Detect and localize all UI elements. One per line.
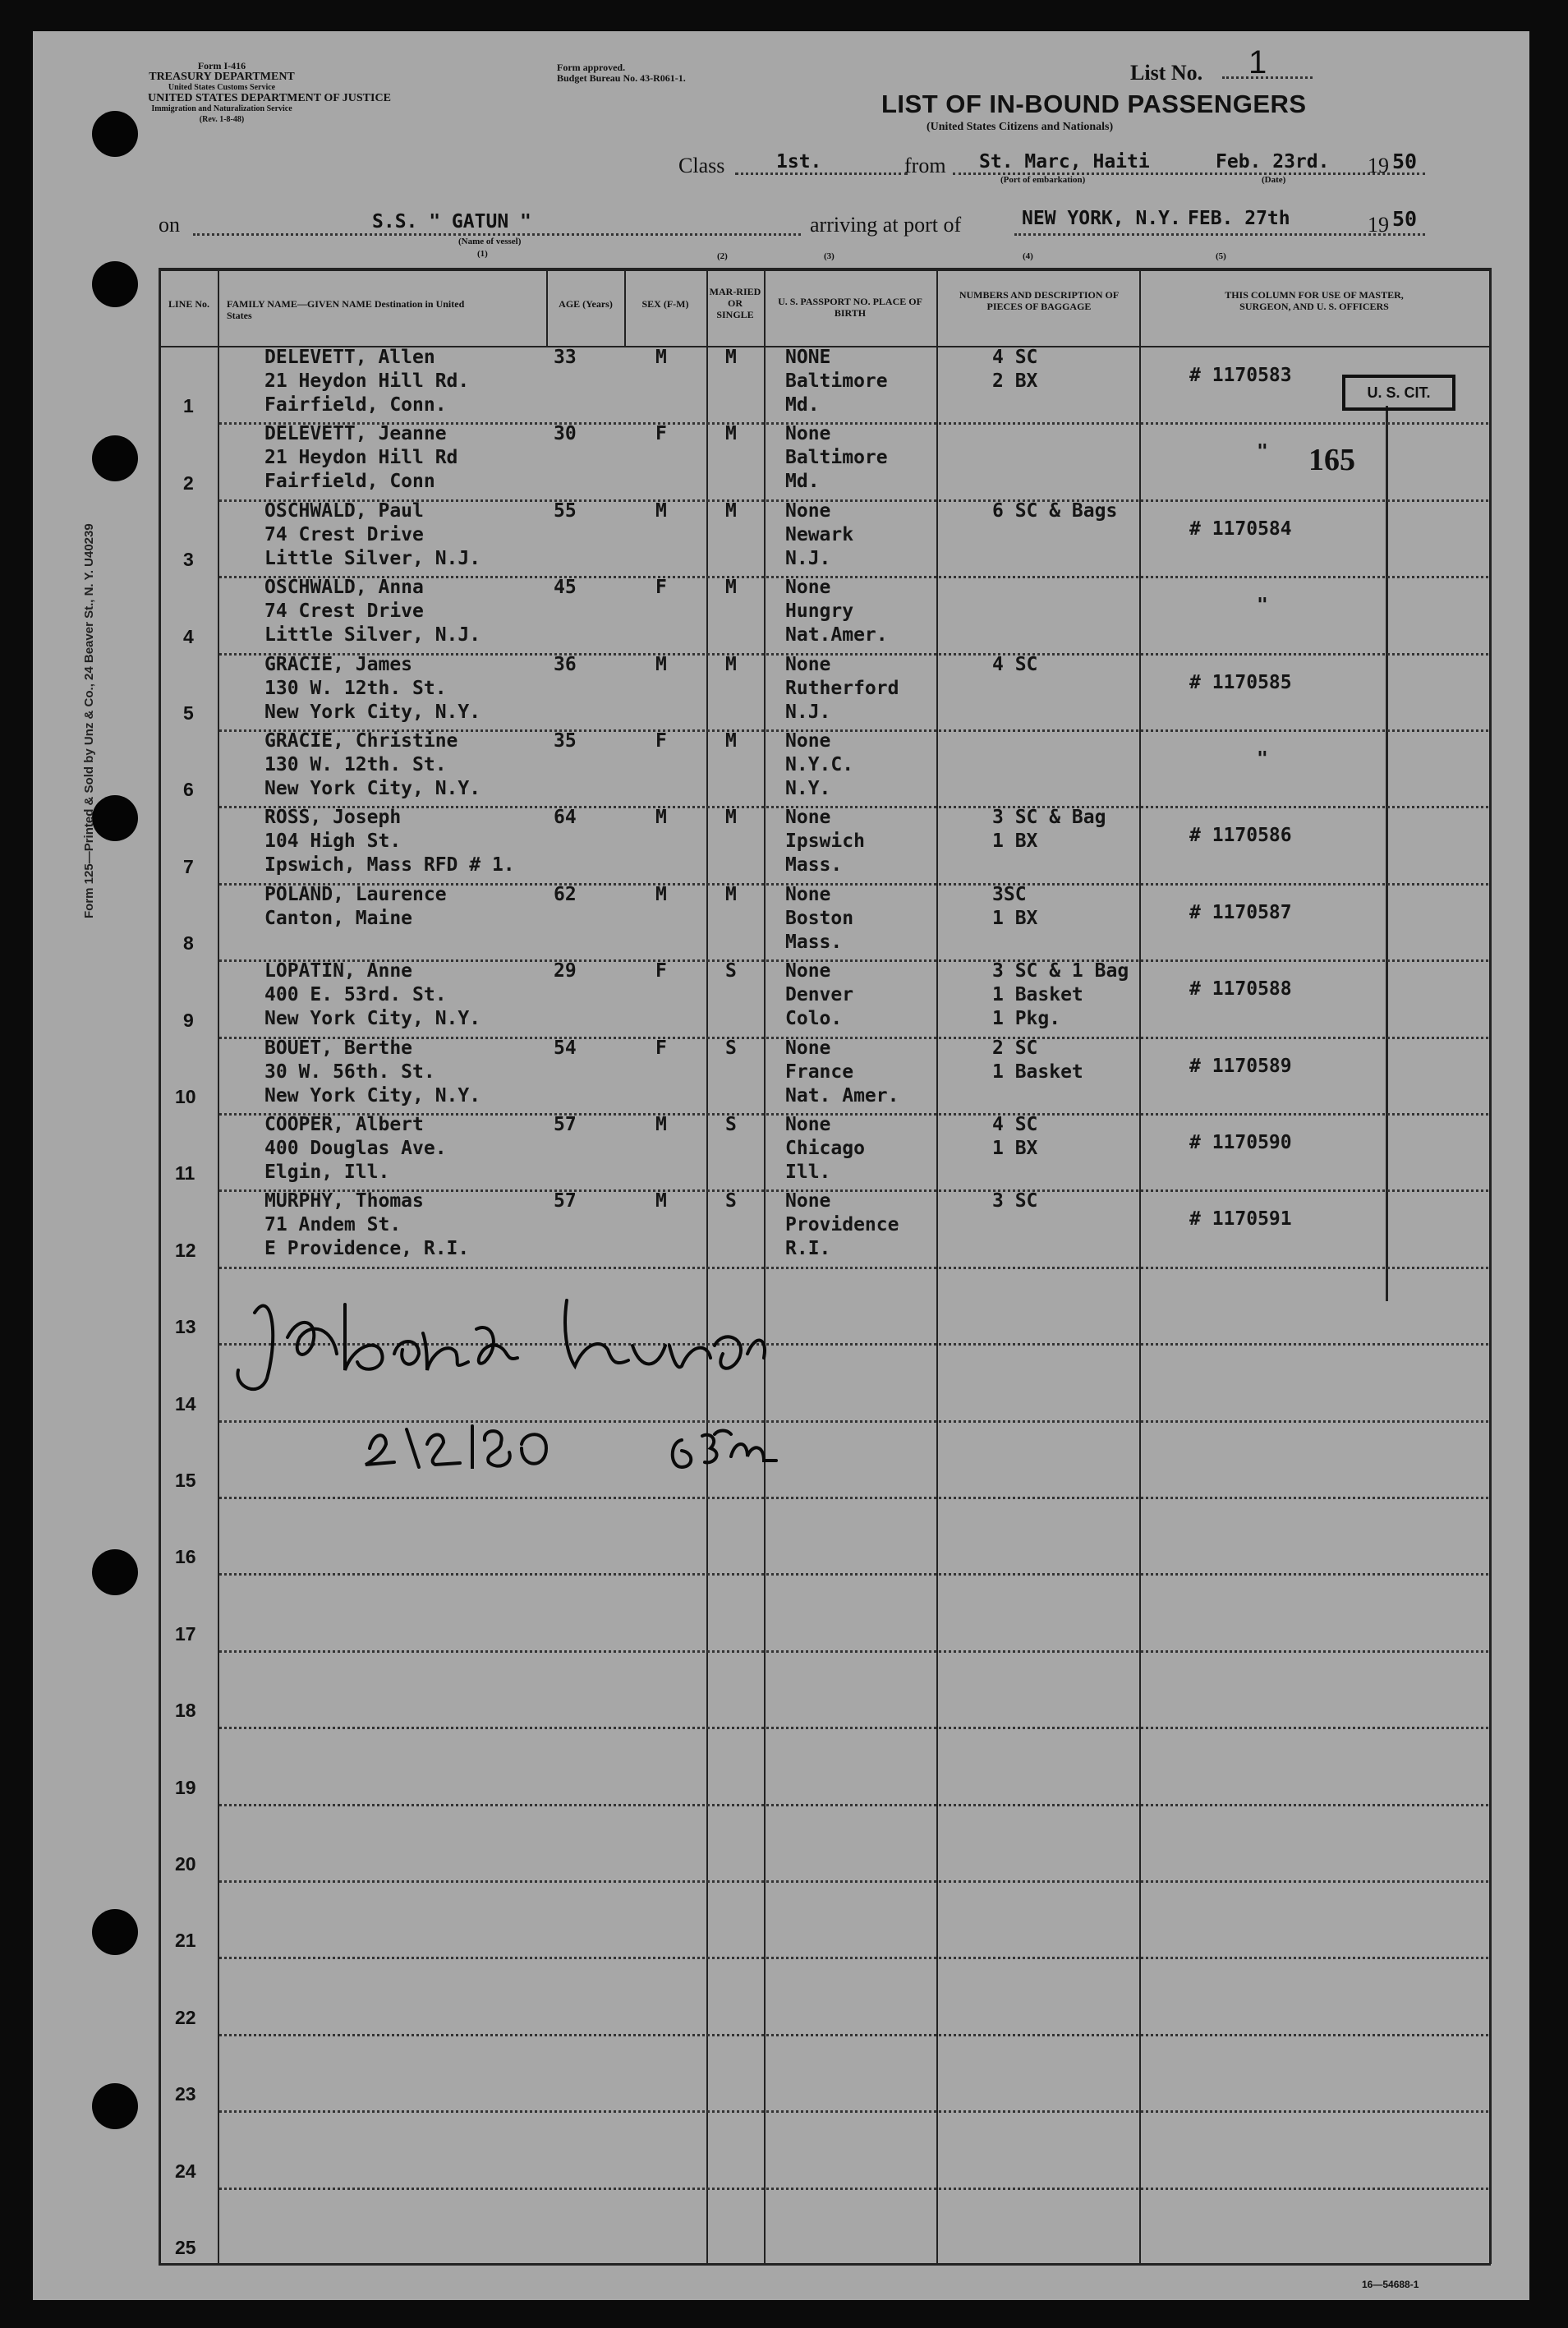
passenger-officer-note: # 1170583 xyxy=(1189,365,1292,386)
passenger-baggage: 4 SC xyxy=(992,654,1038,675)
passenger-baggage: 4 SC xyxy=(992,1114,1038,1135)
col-num-4: (4) xyxy=(1023,251,1033,261)
line-number: 7 xyxy=(183,856,194,877)
passenger-baggage: 3 SC & 1 Bag xyxy=(992,960,1129,982)
passenger-age: 62 xyxy=(554,884,577,905)
passenger-passport: None xyxy=(785,1190,831,1212)
bleed-through-text xyxy=(246,1600,1478,1638)
passenger-marital-status: M xyxy=(725,577,737,598)
passenger-officer-note: # 1170585 xyxy=(1189,672,1292,693)
punch-hole xyxy=(92,1549,138,1595)
passenger-birthplace: Ipswich xyxy=(785,830,865,852)
punch-hole xyxy=(92,111,138,157)
passenger-officer-note: # 1170584 xyxy=(1189,518,1292,540)
passenger-passport: None xyxy=(785,654,831,675)
line-number: 19 xyxy=(175,1777,196,1798)
passenger-name: DELEVETT, Jeanne xyxy=(264,423,447,444)
vessel-col-num: (1) xyxy=(477,249,488,259)
passenger-birthplace: France xyxy=(785,1061,854,1083)
row-divider xyxy=(219,2110,1488,2113)
from-label: from xyxy=(904,154,946,177)
passenger-birthplace-line2: Nat. Amer. xyxy=(785,1085,899,1106)
treasury-dept: TREASURY DEPARTMENT xyxy=(149,71,295,83)
justice-dept: UNITED STATES DEPARTMENT OF JUSTICE xyxy=(148,92,391,104)
col-header-passport: U. S. PASSPORT NO. PLACE OF BIRTH xyxy=(778,296,922,319)
line-number: 14 xyxy=(175,1393,196,1415)
passenger-name: GRACIE, Christine xyxy=(264,730,458,752)
passenger-passport: None xyxy=(785,577,831,598)
page-title: LIST OF IN-BOUND PASSENGERS xyxy=(881,90,1307,118)
line-number: 22 xyxy=(175,2007,196,2028)
side-imprint: Form 125—Printed & Sold by Unz & Co., 24 Beaver St., N. Y. U40239 xyxy=(82,523,96,918)
on-label: on xyxy=(159,213,180,237)
passenger-address-line1: 130 W. 12th. St. xyxy=(264,678,447,699)
passenger-name: GRACIE, James xyxy=(264,654,413,675)
line-number: 10 xyxy=(175,1086,196,1107)
passenger-officer-note: # 1170590 xyxy=(1189,1132,1292,1153)
line-number: 15 xyxy=(175,1470,196,1491)
passenger-address-line2: Fairfield, Conn. xyxy=(264,394,447,416)
class-label: Class xyxy=(678,154,725,177)
passenger-age: 45 xyxy=(554,577,577,598)
form-approved: Form approved. xyxy=(557,62,626,73)
passenger-age: 36 xyxy=(554,654,577,675)
line-number: 16 xyxy=(175,1546,196,1567)
row-divider xyxy=(219,1573,1488,1576)
line-number: 23 xyxy=(175,2083,196,2105)
list-no-label: List No. xyxy=(1130,61,1203,85)
passenger-address-line2: New York City, N.Y. xyxy=(264,1085,481,1106)
line-number: 24 xyxy=(175,2160,196,2182)
passenger-officer-note: # 1170588 xyxy=(1189,978,1292,1000)
passenger-address-line1: 400 Douglas Ave. xyxy=(264,1138,447,1159)
passenger-birthplace-line2: Nat.Amer. xyxy=(785,624,888,646)
passenger-marital-status: M xyxy=(725,730,737,752)
form-number: Form I-416 xyxy=(197,60,246,71)
class-value: 1st. xyxy=(776,151,822,173)
passenger-address-line2: Fairfield, Conn xyxy=(264,471,435,492)
row-divider xyxy=(219,806,1488,808)
passenger-officer-note: # 1170587 xyxy=(1189,902,1292,923)
passenger-passport: None xyxy=(785,1114,831,1135)
passenger-name: POLAND, Laurence xyxy=(264,884,447,905)
passenger-officer-note: " xyxy=(1257,748,1268,770)
passenger-age: 55 xyxy=(554,500,577,522)
line-number: 9 xyxy=(183,1010,194,1031)
port-of-embarkation: St. Marc, Haiti xyxy=(979,151,1150,173)
passenger-address-line1: Canton, Maine xyxy=(264,908,413,929)
line-number: 1 xyxy=(183,395,194,416)
line-number: 20 xyxy=(175,1853,196,1875)
passenger-birthplace-line2: Mass. xyxy=(785,854,843,876)
col-num-2: (2) xyxy=(717,251,728,261)
passenger-baggage-line2: 1 Basket xyxy=(992,984,1083,1005)
passenger-address-line2: Ipswich, Mass RFD # 1. xyxy=(264,854,515,876)
passenger-sex: F xyxy=(655,1037,667,1059)
arrival-port: NEW YORK, N.Y. xyxy=(1022,208,1181,229)
passenger-address-line2: New York City, N.Y. xyxy=(264,702,481,723)
customs-service: United States Customs Service xyxy=(168,83,276,92)
col-header-married: MAR-RIED OR SINGLE xyxy=(709,286,761,320)
passenger-baggage: 3 SC xyxy=(992,1190,1038,1212)
passenger-birthplace-line2: Ill. xyxy=(785,1162,831,1183)
passenger-marital-status: M xyxy=(725,807,737,828)
passenger-birthplace: Chicago xyxy=(785,1138,865,1159)
passenger-marital-status: S xyxy=(725,960,737,982)
passenger-name: LOPATIN, Anne xyxy=(264,960,413,982)
passenger-address-line1: 74 Crest Drive xyxy=(264,524,424,545)
manifest-page xyxy=(33,31,1529,2300)
passenger-address-line1: 71 Andem St. xyxy=(264,1214,402,1235)
passenger-baggage-line2: 1 BX xyxy=(992,908,1038,929)
passenger-address-line1: 30 W. 56th. St. xyxy=(264,1061,435,1083)
passenger-address-line1: 400 E. 53rd. St. xyxy=(264,984,447,1005)
handwritten-signature xyxy=(222,1255,961,1469)
line-number: 18 xyxy=(175,1700,196,1721)
row-divider xyxy=(219,2034,1488,2036)
passenger-address-line1: 104 High St. xyxy=(264,830,402,852)
passenger-address-line1: 130 W. 12th. St. xyxy=(264,754,447,775)
col-num-3: (3) xyxy=(824,251,835,261)
budget-bureau: Budget Bureau No. 43-R061-1. xyxy=(557,72,686,84)
passenger-sex: M xyxy=(655,654,667,675)
passenger-name: OSCHWALD, Anna xyxy=(264,577,424,598)
year-value: 50 xyxy=(1392,150,1418,173)
line-number: 21 xyxy=(175,1930,196,1951)
date-caption: (Date) xyxy=(1262,175,1286,185)
passenger-birthplace-line2: R.I. xyxy=(785,1238,831,1259)
passenger-baggage-line2: 1 BX xyxy=(992,1138,1038,1159)
passenger-name: ROSS, Joseph xyxy=(264,807,402,828)
passenger-age: 57 xyxy=(554,1190,577,1212)
punch-hole xyxy=(92,435,138,481)
passenger-name: DELEVETT, Allen xyxy=(264,347,435,368)
passenger-sex: M xyxy=(655,1114,667,1135)
passenger-baggage: 2 SC xyxy=(992,1037,1038,1059)
line-number: 17 xyxy=(175,1623,196,1645)
row-divider xyxy=(219,1727,1488,1729)
year-prefix-2: 19 xyxy=(1368,213,1389,237)
passenger-baggage-line2: 2 BX xyxy=(992,370,1038,392)
passenger-marital-status: M xyxy=(725,884,737,905)
passenger-baggage: 3SC xyxy=(992,884,1027,905)
passenger-baggage: 3 SC & Bag xyxy=(992,807,1106,828)
passenger-sex: F xyxy=(655,730,667,752)
passenger-birthplace-line2: Md. xyxy=(785,394,820,416)
passenger-birthplace-line2: N.Y. xyxy=(785,778,831,799)
passenger-officer-note: # 1170591 xyxy=(1189,1208,1292,1230)
passenger-birthplace: N.Y.C. xyxy=(785,754,854,775)
passenger-address-line2: New York City, N.Y. xyxy=(264,778,481,799)
passenger-sex: M xyxy=(655,347,667,368)
passenger-birthplace-line2: N.J. xyxy=(785,548,831,569)
port-caption: (Port of embarkation) xyxy=(1000,175,1086,185)
passenger-name: COOPER, Albert xyxy=(264,1114,424,1135)
revision: (Rev. 1-8-48) xyxy=(199,115,245,124)
passenger-address-line1: 21 Heydon Hill Rd. xyxy=(264,370,470,392)
passenger-baggage-line2: 1 Basket xyxy=(992,1061,1083,1083)
passenger-passport: None xyxy=(785,960,831,982)
passenger-marital-status: M xyxy=(725,654,737,675)
line-number: 11 xyxy=(175,1162,195,1184)
line-number: 12 xyxy=(175,1240,196,1261)
row-divider xyxy=(219,1497,1488,1499)
passenger-birthplace: Newark xyxy=(785,524,854,545)
passenger-name: MURPHY, Thomas xyxy=(264,1190,424,1212)
passenger-birthplace-line2: N.J. xyxy=(785,702,831,723)
passenger-marital-status: M xyxy=(725,347,737,368)
passenger-sex: M xyxy=(655,807,667,828)
passenger-sex: M xyxy=(655,884,667,905)
passenger-address-line1: 21 Heydon Hill Rd xyxy=(264,447,458,468)
line-number: 8 xyxy=(183,932,194,954)
row-divider xyxy=(219,1957,1488,1959)
passenger-age: 64 xyxy=(554,807,577,828)
punch-hole xyxy=(92,795,138,841)
arrival-date: FEB. 27th xyxy=(1188,208,1290,229)
punch-hole xyxy=(92,1909,138,1955)
passenger-passport: None xyxy=(785,423,831,444)
ins-service: Immigration and Naturalization Service xyxy=(151,104,292,113)
col-header-sex: SEX (F-M) xyxy=(641,298,689,310)
row-divider xyxy=(219,2188,1488,2190)
passenger-birthplace: Providence xyxy=(785,1214,899,1235)
passenger-age: 54 xyxy=(554,1037,577,1059)
form-agency-block xyxy=(148,60,391,125)
passenger-passport: None xyxy=(785,884,831,905)
line-number: 2 xyxy=(183,472,194,494)
arrival-year: 50 xyxy=(1392,207,1418,231)
approval-block xyxy=(557,62,686,84)
passenger-passport: None xyxy=(785,1037,831,1059)
passenger-officer-note: " xyxy=(1257,441,1268,462)
vessel-name: S.S. " GATUN " xyxy=(372,211,531,232)
row-divider xyxy=(219,1880,1488,1883)
passenger-passport: NONE xyxy=(785,347,831,368)
line-number: 6 xyxy=(183,779,194,800)
passenger-marital-status: S xyxy=(725,1114,737,1135)
list-no-value: 1 xyxy=(1248,44,1267,81)
passenger-address-line2: E Providence, R.I. xyxy=(264,1238,470,1259)
passenger-birthplace: Boston xyxy=(785,908,854,929)
passenger-birthplace-line2: Mass. xyxy=(785,932,843,953)
passenger-address-line2: Little Silver, N.J. xyxy=(264,624,481,646)
punch-hole xyxy=(92,261,138,307)
col-header-age: AGE (Years) xyxy=(559,298,613,310)
passenger-address-line2: Elgin, Ill. xyxy=(264,1162,390,1183)
passenger-birthplace: Baltimore xyxy=(785,447,888,468)
passenger-birthplace-line2: Colo. xyxy=(785,1008,843,1029)
passenger-passport: None xyxy=(785,730,831,752)
col-header-baggage: NUMBERS AND DESCRIPTION OF PIECES OF BAGGAGE xyxy=(959,289,1120,312)
passenger-birthplace: Denver xyxy=(785,984,854,1005)
passenger-birthplace: Rutherford xyxy=(785,678,899,699)
passenger-address-line2: New York City, N.Y. xyxy=(264,1008,481,1029)
passenger-passport: None xyxy=(785,500,831,522)
col-header-line: LINE No. xyxy=(168,298,209,310)
passenger-baggage: 4 SC xyxy=(992,347,1038,368)
passenger-sex: F xyxy=(655,577,667,598)
passenger-marital-status: S xyxy=(725,1037,737,1059)
passenger-officer-note: " xyxy=(1257,595,1268,616)
citizenship-stamp: U. S. CIT. xyxy=(1342,375,1455,411)
passenger-sex: M xyxy=(655,500,667,522)
passenger-baggage: 6 SC & Bags xyxy=(992,500,1118,522)
passenger-name: BOUET, Berthe xyxy=(264,1037,413,1059)
passenger-officer-note: # 1170586 xyxy=(1189,825,1292,846)
passenger-age: 35 xyxy=(554,730,577,752)
col-header-officers: THIS COLUMN FOR USE OF MASTER, SURGEON, AND U. S. OFFICERS xyxy=(1225,289,1404,312)
passenger-address-line1: 74 Crest Drive xyxy=(264,600,424,622)
row-divider xyxy=(219,1804,1488,1806)
passenger-sex: F xyxy=(655,960,667,982)
passenger-birthplace: Hungry xyxy=(785,600,854,622)
passenger-birthplace: Baltimore xyxy=(785,370,888,392)
line-number: 3 xyxy=(183,549,194,570)
line-number: 5 xyxy=(183,702,194,724)
passenger-baggage-line2: 1 BX xyxy=(992,830,1038,852)
arriving-label: arriving at port of xyxy=(810,213,962,237)
vessel-caption: (Name of vessel) xyxy=(458,237,522,246)
stamp-number: 165 xyxy=(1308,443,1355,477)
passenger-age: 29 xyxy=(554,960,577,982)
passenger-age: 57 xyxy=(554,1114,577,1135)
passenger-age: 33 xyxy=(554,347,577,368)
passenger-marital-status: S xyxy=(725,1190,737,1212)
passenger-birthplace-line2: Md. xyxy=(785,471,820,492)
line-number: 4 xyxy=(183,626,194,647)
line-number: 25 xyxy=(175,2237,196,2258)
line-number: 13 xyxy=(175,1316,196,1337)
passenger-sex: F xyxy=(655,423,667,444)
row-divider xyxy=(219,1650,1488,1653)
passenger-sex: M xyxy=(655,1190,667,1212)
year-prefix: 19 xyxy=(1368,154,1389,177)
embark-date: Feb. 23rd. xyxy=(1216,151,1330,173)
col-num-5: (5) xyxy=(1216,251,1226,261)
passenger-marital-status: M xyxy=(725,500,737,522)
passenger-age: 30 xyxy=(554,423,577,444)
footer-code: 16—54688-1 xyxy=(1362,2279,1419,2290)
passenger-officer-note: # 1170589 xyxy=(1189,1056,1292,1077)
passenger-baggage-line3: 1 Pkg. xyxy=(992,1008,1061,1029)
page-subtitle: (United States Citizens and Nationals) xyxy=(927,121,1114,133)
punch-hole xyxy=(92,2083,138,2129)
passenger-address-line2: Little Silver, N.J. xyxy=(264,548,481,569)
passenger-marital-status: M xyxy=(725,423,737,444)
passenger-name: OSCHWALD, Paul xyxy=(264,500,424,522)
col-header-name: FAMILY NAME—GIVEN NAME Destination in United States xyxy=(227,298,465,321)
passenger-passport: None xyxy=(785,807,831,828)
